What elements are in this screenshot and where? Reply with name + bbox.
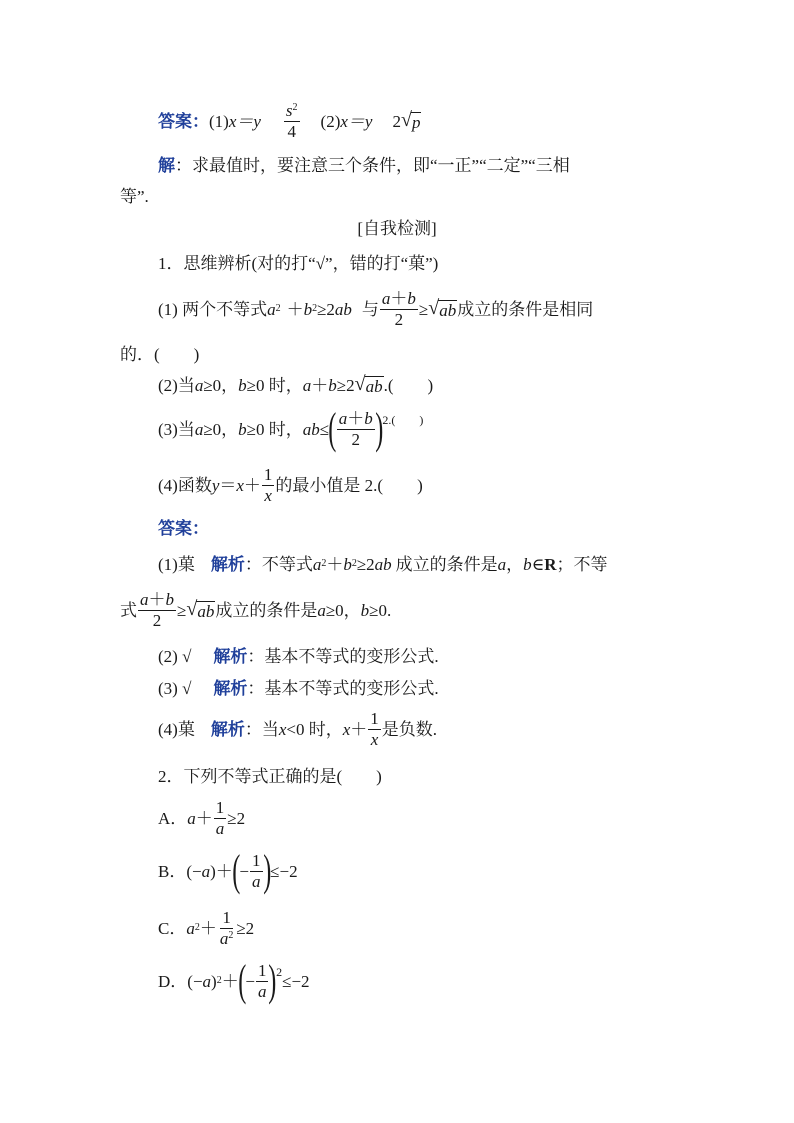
sqrt-ab: √ ab <box>354 372 383 396</box>
answer-label: 答案： <box>158 111 209 131</box>
answers-label: 答案： <box>158 518 209 538</box>
fraction-1-over-a-squared: $\frac{1}{a^2}$ <box>219 907 234 948</box>
answer-2: (2) √ 解析 ：基本不等式的变形公式. <box>158 646 439 666</box>
q2-option-b: B． (− a )＋ ( − $\frac{1}{a}$ ) ≤−2 <box>158 846 298 895</box>
explain-line-1: 解 ：求最值时，要注意三个条件，即“一正”“二定”“三相 <box>158 155 570 175</box>
fraction-a-plus-b-over-2: $\frac{a+b}{2}$ <box>381 288 416 329</box>
fraction-1-over-a: $\frac{1}{a}$ <box>257 960 267 1001</box>
fraction-a-plus-b-over-2: $\frac{a+b}{2}$ <box>140 589 174 630</box>
sqrt-ab: √ ab <box>186 597 215 621</box>
q2-option-a: A． a ＋ $\frac{1}{a}$ ≥2 <box>158 797 246 838</box>
fraction-s2-over-4: $\frac{s^2}{4}$ <box>285 100 298 141</box>
answer-1: (1)菓 解析 ：不等式 a 2 ＋ b 2 ≥2 ab 成立的条件是 a ， b ∈ R ；不等 <box>158 554 608 574</box>
q1-intro: 1．思维辨析(对的打“√”，错的打“菓”) <box>158 253 439 273</box>
answer-3: (3) √ 解析 ：基本不等式的变形公式. <box>158 678 439 698</box>
fraction-1-over-a: $\frac{1}{a}$ <box>252 850 261 891</box>
answer-4: (4)菓 解析 ：当 x <0 时， x ＋ $\frac{1}{x}$ 是负数. <box>158 708 438 749</box>
q1-statement-1: (1) 两个不等式 a 2 ＋ b 2 ≥2 ab 与 $\frac{a+b}{2}$ ≥ √ ab 成立的条件是相同 <box>158 288 594 329</box>
q1-statement-2: (2)当 a ≥0， b ≥0 时， a ＋ b ≥2 √ ab .( ) <box>158 372 434 396</box>
section-title: [自我检测] <box>357 218 437 238</box>
fraction-1-over-a: $\frac{1}{a}$ <box>215 797 225 838</box>
fraction-1-over-x: $\frac{1}{x}$ <box>370 708 379 749</box>
answer-1-cont: 式 $\frac{a+b}{2}$ ≥ √ ab 成立的条件是 a ≥0， b ≥0. <box>120 589 392 630</box>
fraction-1-over-x: $\frac{1}{x}$ <box>263 464 273 505</box>
sqrt-ab: √ ab <box>428 296 457 320</box>
answer-line-1: 答案： (1) x＝y $\frac{s^2}{4}$ (2) x＝y 2 √ p <box>158 100 421 141</box>
explain-label: 解 <box>158 155 175 175</box>
q2-option-d: D． (− a ) 2 ＋ ( − $\frac{1}{a}$ ) 2 ≤−2 <box>158 956 310 1005</box>
explain-line-2: 等”. <box>120 186 149 206</box>
q1-statement-4: (4)函数 y ＝ x ＋ $\frac{1}{x}$ 的最小值是 2.( ) <box>158 464 423 505</box>
q2-intro: 2．下列不等式正确的是( ) <box>158 766 382 786</box>
q1-statement-1-cont: 的．( ) <box>120 344 200 364</box>
q1-statement-3: (3)当 a ≥0， b ≥0 时， ab ≤ ( $\frac{a+b}{2}$ ) 2.( ) <box>158 404 424 453</box>
fraction-a-plus-b-over-2: $\frac{a+b}{2}$ <box>338 408 373 449</box>
q2-option-c: C． a 2 ＋ $\frac{1}{a^2}$ ≥2 <box>158 907 255 948</box>
sqrt-p: √ p <box>400 108 421 132</box>
